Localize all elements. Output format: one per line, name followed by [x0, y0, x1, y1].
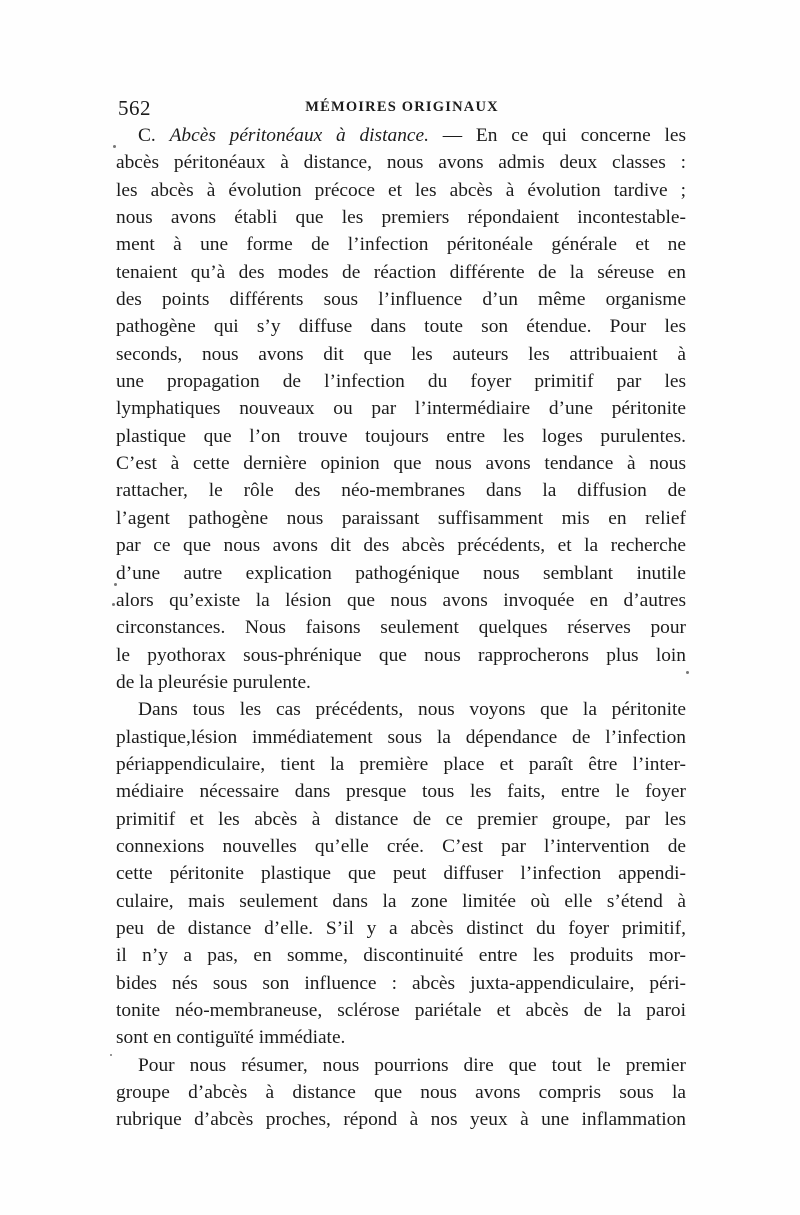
text-line: de la pleurésie purulente. — [116, 671, 311, 693]
running-head: MÉMOIRES ORIGINAUX — [305, 99, 499, 115]
text-line: l’agent pathogène nous paraissant suffisamment mis en relief — [116, 507, 686, 529]
text-line: peu de distance d’elle. S’il y a abcès distinct du foyer primitif, — [116, 917, 686, 939]
text-line: cette péritonite plastique que peut diffuser l’infection appendi- — [116, 863, 686, 885]
text-line: groupe d’abcès à distance que nous avons compris sous la — [116, 1082, 686, 1104]
section-heading: Abcès péritonéaux à distance. — [169, 125, 429, 146]
text-line: ment à une forme de l’infection péritonéale générale et ne — [116, 234, 686, 256]
text-line: circonstances. Nous faisons seulement quelques réserves pour — [116, 617, 686, 639]
text-line: Dans tous les cas précédents, nous voyons que la péritonite — [138, 699, 686, 721]
text-line: tonite néo-membraneuse, sclérose pariétale et abcès de la paroi — [116, 1000, 686, 1021]
text-line: plastique,lésion immédiatement sous la dépendance de l’infection — [116, 726, 686, 748]
text-line: une propagation de l’infection du foyer primitif par les — [116, 371, 686, 393]
text-line: primitif et les abcès à distance de ce premier groupe, par les — [116, 808, 686, 830]
text-line: sont en contiguïté immédiate. — [116, 1027, 346, 1049]
text-line: pathogène qui s’y diffuse dans toute son étendue. Pour les — [116, 316, 686, 338]
text-line: seconds, nous avons dit que les auteurs les attribuaient à — [116, 343, 686, 365]
section-label: C. — [138, 125, 170, 146]
text-line: tenaient qu’à des modes de réaction différente de la séreuse en — [116, 261, 686, 283]
page-number: 562 — [118, 96, 151, 120]
text-line: lymphatiques nouveaux ou par l’intermédiaire d’une péritonite — [116, 398, 686, 420]
text-line: plastique que l’on trouve toujours entre les loges purulentes. — [116, 425, 686, 447]
text-line: rubrique d’abcès proches, répond à nos yeux à une inflammation — [116, 1109, 686, 1131]
page-header — [118, 96, 686, 120]
scan-speck — [113, 145, 116, 148]
scan-speck — [110, 1054, 112, 1056]
text-line: par ce que nous avons dit des abcès précédents, et la recherche — [116, 535, 686, 557]
text-line: nous avons établi que les premiers répondaient incontestable- — [116, 207, 686, 229]
text-line: C’est à cette dernière opinion que nous avons tendance à nous — [116, 453, 686, 475]
text-line-rest: — En ce qui concerne les — [428, 125, 686, 146]
text-line: connexions nouvelles qu’elle crée. C’est par l’intervention de — [116, 835, 686, 857]
text-line: médiaire nécessaire dans presque tous les faits, entre le foyer — [116, 781, 686, 803]
body-text — [116, 122, 686, 1134]
text-line: il n’y a pas, en somme, discontinuité entre les produits mor- — [116, 945, 686, 967]
text-line: culaire, mais seulement dans la zone limitée où elle s’étend à — [116, 890, 686, 912]
text-line — [116, 122, 686, 149]
text-line: alors qu’existe la lésion que nous avons invoquée en d’autres — [116, 589, 686, 611]
scan-speck — [114, 583, 117, 586]
text-line: bides nés sous son influence : abcès juxta-appendiculaire, péri- — [116, 972, 686, 994]
text-line: abcès péritonéaux à distance, nous avons admis deux classes : — [116, 152, 686, 174]
text-line: Pour nous résumer, nous pourrions dire que tout le premier — [138, 1054, 686, 1076]
text-line: les abcès à évolution précoce et les abcès à évolution tardive ; — [116, 179, 686, 201]
text-line: périappendiculaire, tient la première place et paraît être l’inter- — [116, 753, 686, 775]
scan-speck — [686, 671, 689, 674]
text-line: des points différents sous l’influence d’un même organisme — [116, 289, 686, 311]
text-line: d’une autre explication pathogénique nous semblant inutile — [116, 562, 686, 584]
text-line: rattacher, le rôle des néo-membranes dans la diffusion de — [116, 480, 686, 502]
scan-speck — [112, 603, 115, 606]
text-line: le pyothorax sous-phrénique que nous rapprocherons plus loin — [116, 644, 686, 666]
